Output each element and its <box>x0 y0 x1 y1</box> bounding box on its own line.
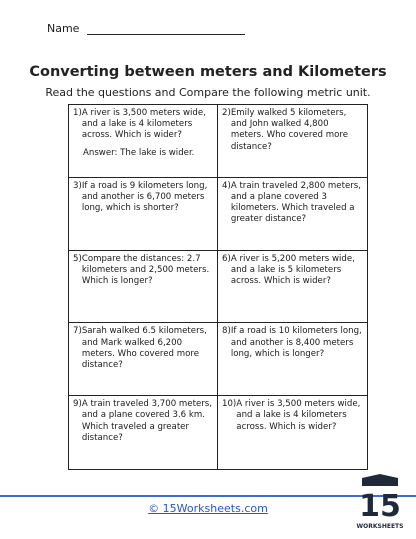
logo-number: 15 <box>359 489 401 524</box>
question-number: 5) <box>73 253 82 264</box>
question-cell-2 <box>218 105 367 178</box>
question-text: Sarah walked 6.5 kilometers, and Mark walked 6,200 meters. Who covered more distance? <box>81 326 207 370</box>
question-cell-4 <box>218 178 367 251</box>
question-number: 3) <box>73 180 82 191</box>
question-cell-6 <box>218 251 367 324</box>
question-text: Compare the distances: 2.7 kilometers and 2,500 meters. Which is longer? <box>81 253 210 286</box>
question-text: A train traveled 3,700 meters, and a plane covered 3.6 km. Which traveled a greater distance? <box>81 399 212 443</box>
worksheets-logo-icon <box>356 474 404 532</box>
question-number: 8) <box>222 326 231 337</box>
answer-text: Answer: The lake is wider. <box>83 147 195 158</box>
worksheet-instructions: Read the questions and Compare the following metric unit. <box>45 86 371 99</box>
question-number: 6) <box>222 253 231 264</box>
question-cell-9 <box>69 396 218 469</box>
question-text: If a road is 10 kilometers long, and another is 8,400 meters long, which is longer? <box>230 326 362 359</box>
question-text: A river is 5,200 meters wide, and a lake is 5 kilometers across. Which is wider? <box>230 253 355 286</box>
logo-word: WORKSHEETS <box>356 523 404 530</box>
question-cell-3 <box>69 178 218 251</box>
footer <box>0 502 416 515</box>
question-cell-7 <box>69 323 218 396</box>
question-number: 7) <box>73 326 82 337</box>
question-number: 1) <box>73 108 82 118</box>
worksheet-title: Converting between meters and Kilometers <box>29 64 387 80</box>
question-cell-8 <box>218 323 367 396</box>
question-text: A river is 3,500 meters wide, and a lake is 4 kilometers across. Which is wider? <box>81 108 206 141</box>
question-text: A river is 3,500 meters wide, and a lake is 4 kilometers across. Which is wider? <box>236 399 361 432</box>
questions-grid <box>68 104 368 470</box>
question-number: 2) <box>222 108 231 118</box>
question-number: 10) <box>222 399 237 410</box>
footer-copyright-link[interactable]: © 15Worksheets.com <box>148 502 268 515</box>
question-cell-10 <box>218 396 367 469</box>
name-field-line[interactable] <box>87 23 245 35</box>
question-number: 9) <box>73 399 82 410</box>
footer-divider <box>0 495 416 497</box>
name-label: Name <box>47 22 80 35</box>
question-text: A train traveled 2,800 meters, and a plane covered 3 kilometers. Which traveled a greater distance? <box>230 180 361 225</box>
question-text: If a road is 9 kilometers long, and another is 6,700 meters long, which is shorter? <box>81 180 208 214</box>
question-cell-5 <box>69 251 218 324</box>
question-number: 4) <box>222 180 231 191</box>
name-row <box>47 22 245 35</box>
question-text: Emily walked 5 kilometers, and John walked 4,800 meters. Who covered more distance? <box>230 108 348 152</box>
question-cell-1 <box>69 105 218 178</box>
